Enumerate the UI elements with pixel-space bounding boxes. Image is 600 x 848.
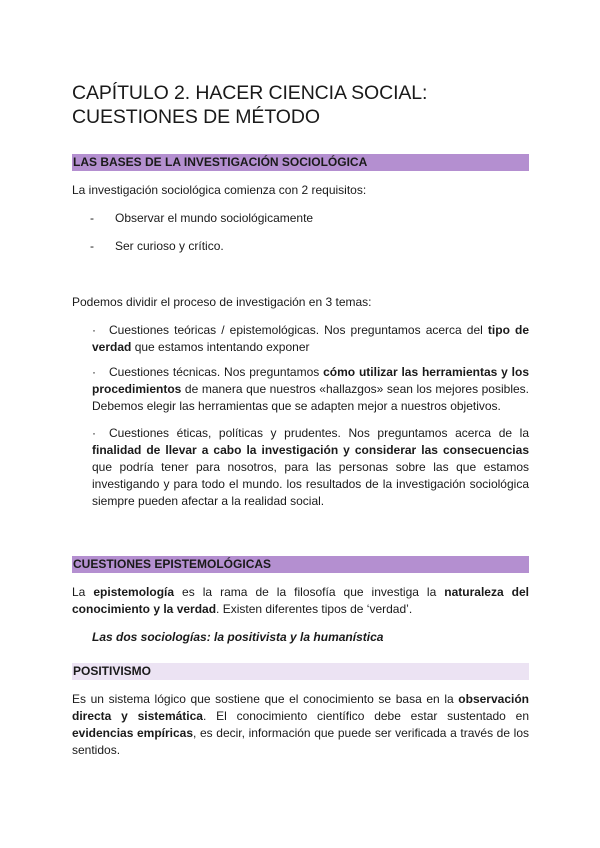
section-heading-positivism: POSITIVISMO (72, 663, 529, 680)
list-bullet: · (92, 323, 96, 337)
epistemology-paragraph: La epistemología es la rama de la filosofía que investiga la naturaleza del conocimiento y la verdad. Existen diferentes tipos de ‘verdad’. (72, 585, 529, 616)
list-bullet: - (90, 211, 94, 225)
list-bullet: · (92, 365, 96, 379)
intro-paragraph: La investigación sociológica comienza con 2 requisitos: (72, 183, 367, 197)
theme-item-ethical: · Cuestiones éticas, políticas y prudentes. Nos preguntamos acerca de la finalidad de llevar a cabo la investigación y considerar las consecuencias que podría tener para nosotros, para las personas sobre las que estamos investigando y para todo el mundo. los resultados de la investigación sociológica siempre pueden afectar a la realidad social. (92, 426, 529, 508)
process-intro-paragraph: Podemos dividir el proceso de investigación en 3 temas: (72, 295, 372, 309)
theme-item-theoretical: · Cuestiones teóricas / epistemológicas. Nos preguntamos acerca del tipo de verdad que estamos intentando exponer (92, 323, 530, 354)
section-heading-epistemological: CUESTIONES EPISTEMOLÓGICAS (72, 556, 529, 573)
positivism-paragraph: Es un sistema lógico que sostiene que el conocimiento se basa en la observación directa y sistemática. El conocimiento científico debe estar sustentado en evidencias empíricas, es decir, información que puede ser verificada a través de los sentidos. (72, 692, 529, 757)
section-heading-bases: LAS BASES DE LA INVESTIGACIÓN SOCIOLÓGICA (72, 154, 529, 171)
list-bullet: - (90, 239, 94, 253)
list-bullet: · (92, 426, 96, 440)
subheading-two-sociologies: Las dos sociologías: la positivista y la humanística (92, 630, 384, 644)
chapter-title: CAPÍTULO 2. HACER CIENCIA SOCIAL: CUESTIONES DE MÉTODO (72, 82, 428, 128)
list-item: Ser curioso y crítico. (115, 239, 224, 253)
theme-item-technical: · Cuestiones técnicas. Nos preguntamos cómo utilizar las herramientas y los procedimientos de manera que nuestros «hallazgos» sean los mejores posibles. Debemos elegir las herramientas que se adapten mejor a nuestros objetivos. (92, 365, 530, 413)
list-item: Observar el mundo sociológicamente (115, 211, 314, 225)
